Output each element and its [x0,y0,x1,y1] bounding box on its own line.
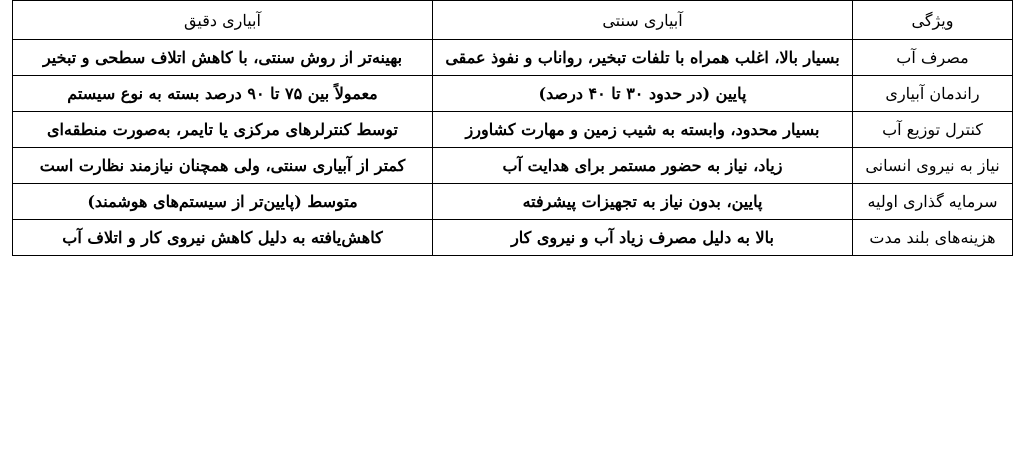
row-traditional-cell: پایین، بدون نیاز به تجهیزات پیشرفته [433,184,853,220]
row-feature-cell: هزینه‌های بلند مدت [853,220,1013,256]
row-precision-cell: کمتر از آبیاری سنتی، ولی همچنان نیازمند نظارت است [13,148,433,184]
row-feature-cell: راندمان آبیاری [853,76,1013,112]
table-row [13,220,1013,256]
row-traditional-cell: بسیار بالا، اغلب همراه با تلفات تبخیر، رواناب و نفوذ عمقی [433,40,853,76]
row-precision-cell: کاهش‌یافته به دلیل کاهش نیروی کار و اتلاف آب [13,220,433,256]
table-body [13,40,1013,256]
table-row [13,76,1013,112]
row-precision-cell: توسط کنترلرهای مرکزی یا تایمر، به‌صورت منطقه‌ای [13,112,433,148]
table-row [13,184,1013,220]
header-feature: ویژگی [853,1,1013,40]
header-traditional: آبیاری سنتی [433,1,853,40]
row-traditional-cell: بسیار محدود، وابسته به شیب زمین و مهارت کشاورز [433,112,853,148]
row-precision-cell: معمولاً بین ۷۵ تا ۹۰ درصد بسته به نوع سیستم [13,76,433,112]
table-row [13,112,1013,148]
row-traditional-cell: بالا به دلیل مصرف زیاد آب و نیروی کار [433,220,853,256]
row-feature-cell: کنترل توزیع آب [853,112,1013,148]
row-traditional-cell: زیاد، نیاز به حضور مستمر برای هدایت آب [433,148,853,184]
table-header [13,1,1013,40]
row-traditional-cell: پایین (در حدود ۳۰ تا ۴۰ درصد) [433,76,853,112]
header-row [13,1,1013,40]
row-precision-cell: متوسط (پایین‌تر از سیستم‌های هوشمند) [13,184,433,220]
row-feature-cell: نیاز به نیروی انسانی [853,148,1013,184]
table-row [13,40,1013,76]
header-precision: آبیاری دقیق [13,1,433,40]
row-feature-cell: مصرف آب [853,40,1013,76]
row-feature-cell: سرمایه گذاری اولیه [853,184,1013,220]
comparison-table-container [12,0,1012,256]
table-row [13,148,1013,184]
row-precision-cell: بهینه‌تر از روش سنتی، با کاهش اتلاف سطحی و تبخیر [13,40,433,76]
comparison-table [12,0,1013,256]
